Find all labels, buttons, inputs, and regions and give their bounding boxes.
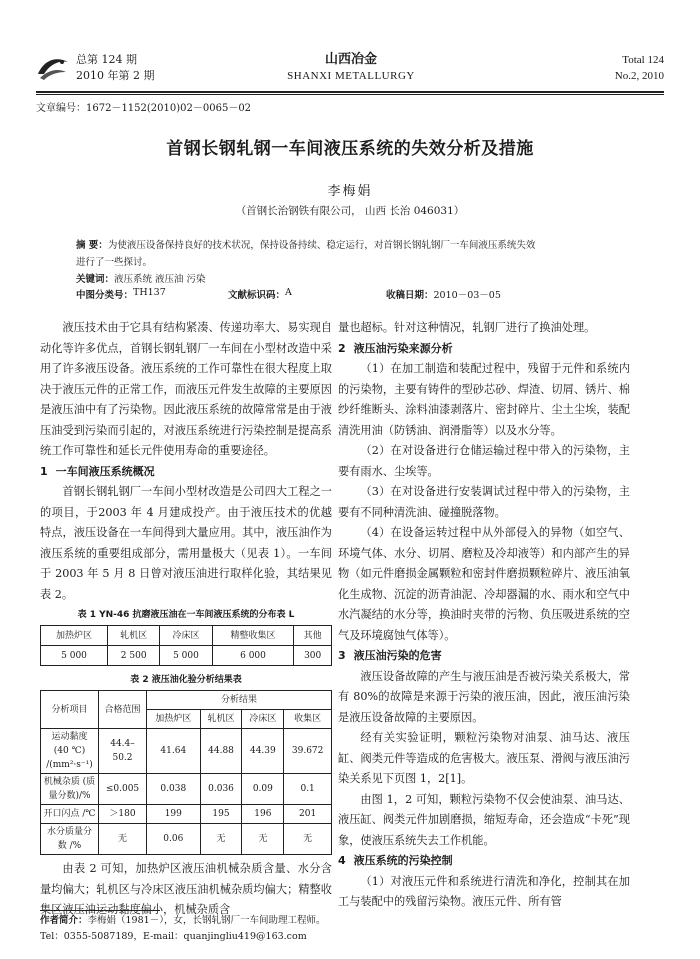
t2-value-cell: 196 <box>242 805 284 824</box>
t2-value-cell: 195 <box>200 805 242 824</box>
footnote-label: 作者简介： <box>40 915 88 926</box>
t2-area-header: 轧机区 <box>200 710 242 729</box>
source-item-4: （4）在设备运转过程中从外部侵入的异物（如空气、环境气体、水分、切屑、磨粒及冷却液等）和内部产生的异物（如元件磨损金属颗粒和密封件磨损颗粒碎片、液压油氧化生成物、沉淀的沥青油泥、冷却器漏的水、雨水和空气中水汽凝结的水分等，换油时夹带的污物、负压吸进系统的空气及环境腐蚀气体等）。 <box>338 526 630 642</box>
t2-range-cell: ＞180 <box>99 805 147 824</box>
total-en: Total 124 <box>622 54 664 66</box>
t2-value-cell: 44.39 <box>242 729 284 774</box>
affiliation: （首钢长治钢铁有限公司， 山西 长治 046031） <box>235 205 465 217</box>
table-1-caption: 表 1 YN-46 抗磨液压油在一车间液压系统的分布表 L <box>77 610 295 620</box>
t2-value-cell: 199 <box>147 805 201 824</box>
left-column <box>40 318 332 921</box>
abstract-text-1: 为使液压设备保持良好的技术状况，保持设备持续、稳定运行，对首钢长钢轧钢厂一车间液压系统失效 <box>107 240 536 251</box>
table-1 <box>40 625 332 666</box>
hazard-paragraph-1: 液压设备故障的产生与液压油是否被污染关系极大，常有 80%的故障是来源于污染的液压油，因此，液压油污染是液压设备故障的主要原因。 <box>338 669 630 724</box>
t1-value-cell: 300 <box>294 646 332 666</box>
table-row <box>41 805 332 824</box>
footnote-text: 李梅娟（1981－），女，长钢轧钢厂一车间助理工程师。Tel：0355-5087189，E-mail：quanjingliu419@163.com <box>40 915 326 942</box>
t2-area-header: 收集区 <box>284 710 332 729</box>
article-number: 文章编号：1672－1152(2010)02－0065－02 <box>36 103 252 114</box>
issue-info-en <box>615 52 664 84</box>
issue-total: 总第 124 期 <box>76 53 137 66</box>
t2-value-cell: 0.1 <box>284 774 332 805</box>
t1-value-cell: 5 000 <box>41 646 108 666</box>
t2-item-cell: 机械杂质 (质量分数)/% <box>41 774 99 805</box>
clc-label: 中图分类号： <box>76 290 134 301</box>
t1-value-cell: 6 000 <box>212 646 294 666</box>
t2-header-results: 分析结果 <box>147 691 332 710</box>
t2-value-cell: 0.038 <box>147 774 201 805</box>
table-row <box>41 824 332 855</box>
clc-code: TH137 <box>133 287 166 298</box>
t2-item-cell: 运动黏度 (40 ℃) /(mm²·s⁻¹) <box>41 729 99 774</box>
t1-header-cell: 加热炉区 <box>41 626 108 646</box>
footnote-rule <box>40 910 160 911</box>
t2-value-cell: 39.672 <box>284 729 332 774</box>
t2-value-cell: 0.06 <box>147 824 201 855</box>
t2-item-cell: 水分质量分数 /% <box>41 824 99 855</box>
t2-value-cell: 41.64 <box>147 729 201 774</box>
journal-name-cn: 山西冶金 <box>324 52 377 67</box>
running-header <box>36 52 664 90</box>
hazard-paragraph-3: 由图 1，2 可知，颗粒污染物不仅会使油泵、油马达、液压缸、阀类元件加剧磨损，缩短寿命，还会造成“卡死”现象，使液压系统失去工作机能。 <box>338 792 630 847</box>
keywords-label: 关键词： <box>76 274 115 285</box>
t2-value-cell: 44.88 <box>200 729 242 774</box>
section-1-heading: 1 一车间液压系统概况 <box>40 464 155 478</box>
t2-range-cell: 无 <box>99 824 147 855</box>
t2-value-cell: 0.09 <box>242 774 284 805</box>
t1-header-cell: 轧机区 <box>108 626 160 646</box>
t2-value-cell: 201 <box>284 805 332 824</box>
received-date-label: 收稿日期： <box>386 290 434 301</box>
t2-value-cell: 0.036 <box>200 774 242 805</box>
continued-paragraph: 量也超标。针对这种情况，轧钢厂进行了换油处理。 <box>338 321 596 334</box>
t2-value-cell: 无 <box>242 824 284 855</box>
journal-name <box>266 52 436 84</box>
source-item-1: （1）在加工制造和装配过程中，残留于元件和系统内的污染物，主要有铸件的型砂芯砂、焊渣、切屑、锈片、棉纱纤维断头、涂料油漆剥落片、密封碎片、尘土尘埃，装配清洗用油（防锈油、润滑脂等）以及水分等。 <box>338 362 630 437</box>
doc-code-label: 文献标识码： <box>228 290 286 301</box>
t2-area-header: 冷床区 <box>242 710 284 729</box>
t2-range-cell: 44.4–50.2 <box>99 729 147 774</box>
intro-paragraph: 液压技术由于它具有结构紧凑、传递功率大、易实现自动化等许多优点，首钢长钢轧钢厂一车间在小型材改造中采用了许多液压设备。液压系统的工作可靠性在很大程度上取决于液压元件的正常工作，而液压元件发生故障的主要原因是液压油中有了污染物。因此液压系统的故障常常是由于液压油受到污染而引起的，对液压系统进行污染控制是提高系统工作可靠性和延长元件使用寿命的重要途径。 <box>40 321 332 457</box>
t2-header-range: 合格范围 <box>99 691 147 729</box>
control-item-1: （1）对液压元件和系统进行清洗和净化，控制其在加工与装配中的残留污染物。液压元件、所有管 <box>338 874 630 908</box>
author: 李梅娟 <box>327 184 373 199</box>
issue-en: No.2, 2010 <box>614 70 664 82</box>
keywords: 液压系统 液压油 污染 <box>114 274 206 285</box>
abstract-label: 摘 要： <box>76 240 108 251</box>
t2-range-cell: ≤0.005 <box>99 774 147 805</box>
table-2 <box>40 690 332 855</box>
t1-header-cell: 其他 <box>294 626 332 646</box>
t1-header-cell: 精整收集区 <box>212 626 294 646</box>
author-footnote <box>40 913 332 945</box>
table-2-caption: 表 2 液压油化验分析结果表 <box>130 675 242 685</box>
t2-header-item: 分析项目 <box>41 691 99 729</box>
abstract-text-2: 进行了一些探讨。 <box>76 257 153 268</box>
journal-logo-icon <box>36 54 70 82</box>
doc-code: A <box>285 287 292 298</box>
t2-value-cell: 无 <box>200 824 242 855</box>
journal-name-en: SHANXI METALLURGY <box>287 70 415 82</box>
received-date: 2010－03－05 <box>433 290 501 301</box>
abstract <box>76 237 626 288</box>
section-1-paragraph: 首钢长钢轧钢厂一车间小型材改造是公司四大工程之一的项目，于2003 年 4 月建成投产。由于液压技术的优越特点，液压设备在一车间得到大量应用。其中，液压油作为液压系统的重要组成部分，需用量极大（见表 1）。一车间于 2003 年 5 月 8 日曾对液压油进行取样化验，其结果见表 2。 <box>40 485 332 601</box>
table-row <box>41 729 332 774</box>
table-discussion: 由表 2 可知，加热炉区液压油机械杂质含量、水分含量均偏大；轧机区与冷床区液压油机械杂质均偏大；精整收集区液压油运动黏度偏小，机械杂质含 <box>40 862 332 916</box>
paper-title: 首钢长钢轧钢一车间液压系统的失效分析及措施 <box>166 139 534 159</box>
section-3-heading: 3 液压油污染的危害 <box>338 649 442 662</box>
t1-value-cell: 2 500 <box>108 646 160 666</box>
t1-value-cell: 5 000 <box>160 646 212 666</box>
table-row <box>41 774 332 805</box>
source-item-2: （2）在对设备进行仓储运输过程中带入的污染物，主要有雨水、尘埃等。 <box>338 444 630 478</box>
hazard-paragraph-2: 经有关实验证明，颗粒污染物对油泵、油马达、液压缸、阀类元件等造成的危害极大。液压泵、滑阀与液压油污染关系见下页图 1，2[1]。 <box>338 731 630 785</box>
t2-item-cell: 开口闪点 /℃ <box>41 805 99 824</box>
issue-number: 2010 年第 2 期 <box>76 69 155 82</box>
section-4-heading: 4 液压系统的污染控制 <box>338 854 453 867</box>
section-2-heading: 2 液压油污染来源分析 <box>338 341 453 355</box>
right-column <box>338 318 630 913</box>
t1-header-cell: 冷床区 <box>160 626 212 646</box>
header-rule <box>36 91 664 95</box>
t2-value-cell: 无 <box>284 824 332 855</box>
source-item-3: （3）在对设备进行安装调试过程中带入的污染物，主要有不同种清洗油、碰撞脱落物。 <box>338 485 630 519</box>
t2-area-header: 加热炉区 <box>147 710 201 729</box>
